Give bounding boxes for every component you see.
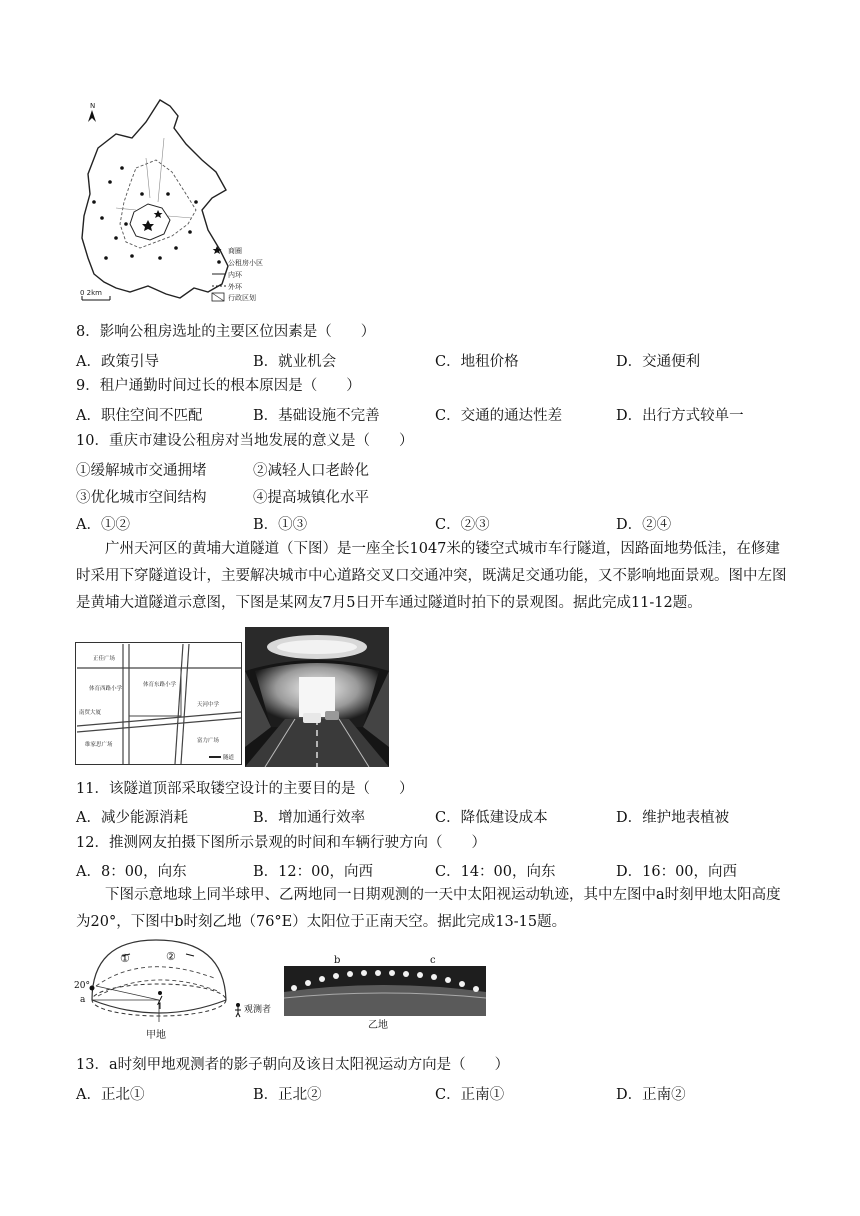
q10-option-c[interactable]: C．②③	[435, 517, 490, 533]
q8-option-c[interactable]: C．地租价格	[435, 354, 519, 370]
map-legend	[212, 246, 263, 302]
q10-option-a[interactable]: A．①②	[76, 517, 130, 533]
q10-option-b[interactable]: B．①③	[253, 517, 308, 533]
time-b-label: b	[334, 955, 341, 966]
q12-option-d[interactable]: D．16：00，向西	[616, 864, 738, 880]
place-jia: 甲地	[146, 1030, 166, 1041]
passage-sun-path: 下图示意地球上同半球甲、乙两地同一日期观测的一天中太阳视运动轨迹，其中左图中a时刻甲地太阳高度为20°，下图中b时刻乙地（76°E）太阳位于正南天空。据此完成13-15题。	[76, 887, 781, 930]
label-tiyuxi: 体育西路小学	[89, 686, 123, 692]
q10-stem: 10．重庆市建设公租房对当地发展的意义是（ ）	[76, 433, 414, 449]
legend-housing: 公租房小区	[228, 259, 263, 267]
q11-option-a[interactable]: A．减少能源消耗	[76, 810, 188, 826]
q11-stem: 11．该隧道顶部采取镂空设计的主要目的是（ ）	[76, 781, 414, 797]
q9-option-d[interactable]: D．出行方式较单一	[616, 408, 744, 424]
observer-label: 观测者	[244, 1005, 272, 1015]
q10-item-1: ①缓解城市交通拥堵	[76, 463, 207, 479]
time-c-label: c	[430, 955, 436, 966]
scale-label: 0 2km	[80, 289, 103, 297]
passage-tunnel: 广州天河区的黄埔大道隧道（下图）是一座全长1047米的镂空式城市车行隧道，因路面地势低洼，在修建时采用下穿隧道设计，主要解决城市中心道路交叉口交通冲突，既满足交通功能，又不影响地面景观。图中左图是黄埔大道隧道示意图，下图是某网友7月5日开车通过隧道时拍下的景观图。据此完成11-12题。	[76, 541, 787, 611]
figure-sun-hemisphere	[74, 938, 284, 1044]
sun-path-1: ①	[120, 952, 130, 965]
q13-option-a[interactable]: A．正北①	[76, 1087, 145, 1103]
q12-option-a[interactable]: A．8：00，向东	[76, 864, 187, 880]
legend-admin: 行政区划	[228, 294, 256, 302]
figure-tunnel-photo	[245, 627, 389, 767]
q10-item-2: ②减轻人口老龄化	[253, 463, 369, 479]
legend-business: 商圈	[228, 247, 242, 255]
sun-path-2: ②	[166, 950, 176, 963]
q8-option-a[interactable]: A．政策引导	[76, 354, 159, 370]
time-a-label: a	[80, 995, 86, 1005]
q13-option-b[interactable]: B．正北②	[253, 1087, 322, 1103]
angle-label: 20°	[74, 981, 90, 991]
q9-option-a[interactable]: A．职住空间不匹配	[76, 408, 203, 424]
q9-option-b[interactable]: B．基础设施不完善	[253, 408, 380, 424]
q12-option-b[interactable]: B．12：00，向西	[253, 864, 374, 880]
q9-option-c[interactable]: C．交通的通达性差	[435, 408, 563, 424]
q9-stem: 9．租户通勤时间过长的根本原因是（ ）	[76, 378, 361, 394]
legend-outer-ring: 外环	[228, 283, 242, 291]
label-tiyudong: 体育东路小学	[143, 682, 177, 688]
q8-option-b[interactable]: B．就业机会	[253, 354, 337, 370]
legend-inner-ring: 内环	[228, 271, 242, 279]
label-nanmao: 南贸大厦	[79, 710, 102, 716]
q8-option-d[interactable]: D．交通便利	[616, 354, 701, 370]
q10-item-4: ④提高城镇化水平	[253, 490, 369, 506]
label-tunnel: 隧道	[223, 755, 235, 761]
q12-stem: 12．推测网友拍摄下图所示景观的时间和车辆行驶方向（ ）	[76, 835, 486, 851]
q13-option-c[interactable]: C．正南①	[435, 1087, 505, 1103]
north-label: N	[90, 102, 96, 110]
figure-chongqing-map	[76, 98, 296, 310]
north-arrow	[88, 102, 96, 122]
q8-stem: 8．影响公租房选址的主要区位因素是（ ）	[76, 324, 376, 340]
q12-option-c[interactable]: C．14：00，向东	[435, 864, 556, 880]
figure-tunnel-schematic	[75, 642, 243, 766]
label-weijiasi: 维家思广场	[85, 742, 113, 748]
q10-item-3: ③优化城市空间结构	[76, 490, 207, 506]
map-scale	[80, 289, 110, 300]
q11-option-b[interactable]: B．增加通行效率	[253, 810, 366, 826]
label-tianhe-school: 天河中学	[197, 702, 220, 708]
q10-option-d[interactable]: D．②④	[616, 517, 672, 533]
label-zhengjia: 正佳广场	[93, 656, 116, 662]
q11-option-d[interactable]: D．维护地表植被	[616, 810, 730, 826]
q11-option-c[interactable]: C．降低建设成本	[435, 810, 548, 826]
figure-sun-panorama	[284, 952, 486, 1032]
label-fuli: 富力广场	[197, 738, 220, 744]
q13-option-d[interactable]: D．正南②	[616, 1087, 686, 1103]
place-yi: 乙地	[368, 1020, 388, 1031]
q13-stem: 13．a时刻甲地观测者的影子朝向及该日太阳视运动方向是（ ）	[76, 1057, 510, 1073]
